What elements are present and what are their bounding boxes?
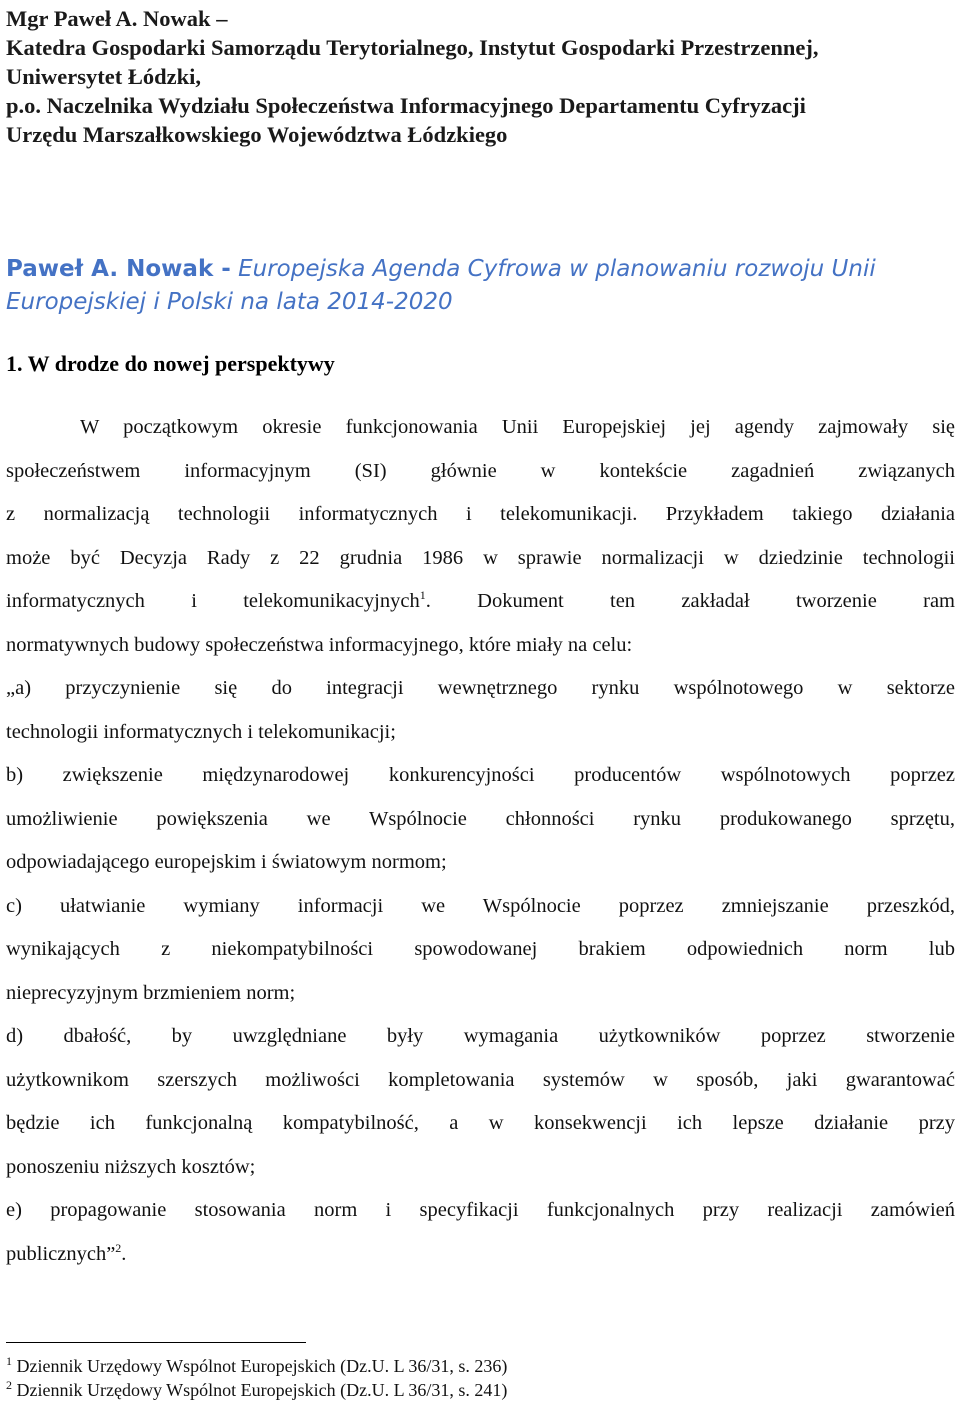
footnotes: [6, 1354, 906, 1402]
body-line: publicznych”$^2$.: [6, 1240, 127, 1265]
body-line: umożliwienie powiększenia we Wspólnocie chłonności rynku produkowanego sprzętu,: [6, 807, 955, 830]
body-line: normatywnych budowy społeczeństwa informacyjnego, które miały na celu:: [6, 633, 633, 656]
body-line: może być Decyzja Rady z 22 grudnia 1986 w sprawie normalizacji w dziedzinie technologii: [6, 546, 955, 569]
body-line: informatycznych i telekomunikacyjnych$^1$. Dokument ten zakładał tworzenie ram: [6, 588, 955, 612]
footnote: $^1$ Dziennik Urzędowy Wspólnot Europejskich (Dz.U. L 36/31, s. 236): [6, 1354, 508, 1376]
body-line: technologii informatycznych i telekomunikacji;: [6, 720, 396, 743]
title-topic-line2: Europejskiej i Polski na lata 2014-2020: [6, 289, 453, 315]
author-line: Mgr Paweł A. Nowak –: [6, 6, 228, 31]
body-line: ponoszeniu niższych kosztów;: [6, 1155, 256, 1178]
body-line: c) ułatwianie wymiany informacji we Wspólnocie poprzez zmniejszanie przeszkód,: [6, 894, 955, 917]
body-line: będzie ich funkcjonalną kompatybilność, a w konsekwencji ich lepsze działanie przy: [6, 1112, 955, 1134]
footnote-separator: [6, 1342, 306, 1343]
title-topic-line1: Europejska Agenda Cyfrowa w planowaniu rozwoju Unii: [238, 256, 876, 282]
author-line: Uniwersytet Łódzki,: [6, 64, 201, 89]
body-line: wynikających z niekompatybilności spowodowanej brakiem odpowiednich norm lub: [6, 938, 955, 960]
footnote: $^2$ Dziennik Urzędowy Wspólnot Europejskich (Dz.U. L 36/31, s. 241): [6, 1378, 508, 1400]
body-line: b) zwiększenie międzynarodowej konkurencyjności producentów wspólnotowych poprzez: [6, 764, 955, 786]
body-line: „a) przyczynienie się do integracji wewnętrznego rynku wspólnotowego w sektorze: [6, 677, 955, 699]
body-line: W początkowym okresie funkcjonowania Unii Europejskiej jej agendy zajmowały się: [80, 416, 955, 438]
title-author: Paweł A. Nowak -: [6, 256, 231, 282]
section-heading: 1. W drodze do nowej perspektywy: [6, 351, 335, 376]
body-text: [6, 406, 955, 1276]
body-line: społeczeństwem informacyjnym (SI) głównie w kontekście zagadnień związanych: [6, 459, 955, 482]
body-line: z normalizacją technologii informatycznych i telekomunikacji. Przykładem takiego działania: [6, 503, 955, 525]
author-affiliation: [6, 4, 956, 149]
author-line: Katedra Gospodarki Samorządu Terytorialnego, Instytut Gospodarki Przestrzennej,: [6, 35, 819, 60]
footnote-ref: 1: [419, 588, 426, 603]
author-line: p.o. Naczelnika Wydziału Społeczeństwa Informacyjnego Departamentu Cyfryzacji: [6, 93, 806, 118]
body-line: e) propagowanie stosowania norm i specyfikacji funkcjonalnych przy realizacji zamówień: [6, 1199, 955, 1221]
body-line: odpowiadającego europejskim i światowym normom;: [6, 851, 447, 873]
body-line: nieprecyzyjnym brzmieniem norm;: [6, 981, 296, 1004]
body-line: użytkownikom szerszych możliwości kompletowania systemów w sposób, jaki gwarantować: [6, 1068, 955, 1091]
footnote-ref: 2: [115, 1240, 122, 1255]
author-line: Urzędu Marszałkowskiego Województwa Łódzkiego: [6, 122, 508, 147]
article-title: [6, 253, 956, 319]
body-line: d) dbałość, by uwzględniane były wymagania użytkowników poprzez stworzenie: [6, 1025, 955, 1047]
